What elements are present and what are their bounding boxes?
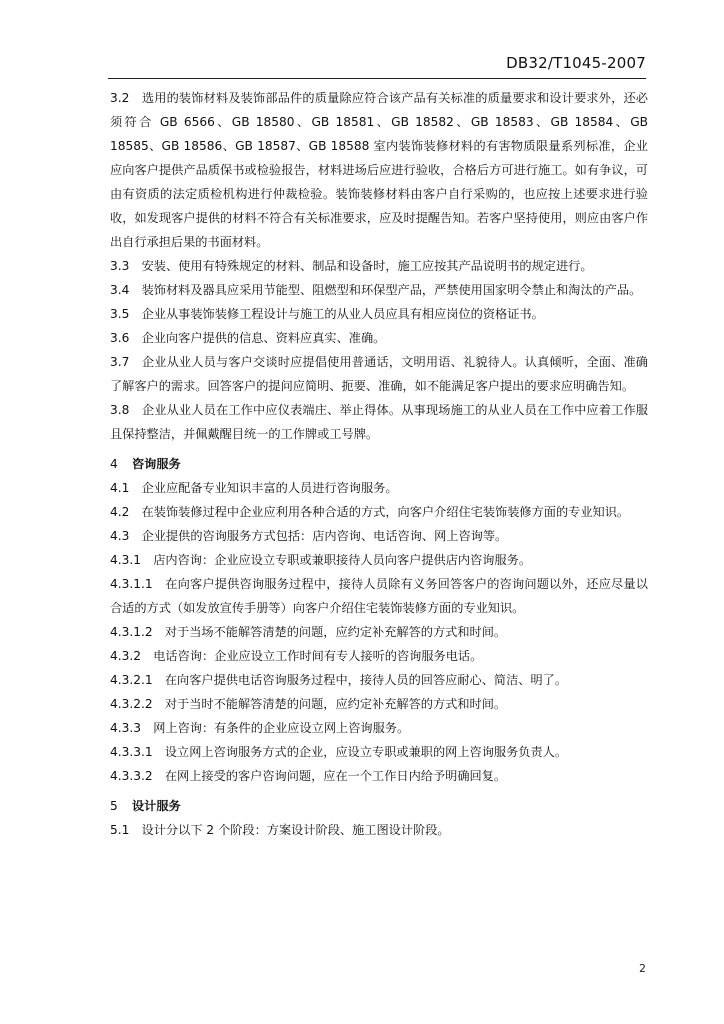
- clause-paragraph: 3.5 企业从事装饰装修工程设计与施工的从业人员应具有相应岗位的资格证书。: [110, 307, 544, 321]
- section-heading: [110, 452, 648, 476]
- page-number: 2: [639, 962, 646, 975]
- clause-paragraph: 4.3.1.1 在向客户提供咨询服务过程中，接待人员除有义务回答客户的咨询问题以外，还应尽量以合适的方式（如发放宣传手册等）向客户介绍住宅装饰装修方面的专业知识。: [110, 577, 648, 615]
- clause-paragraph: 4.3.2.1 在向客户提供电话咨询服务过程中，接待人员的回答应耐心、简洁、明了。: [110, 673, 568, 687]
- section-heading-title: 咨询服务: [132, 457, 181, 471]
- clause-paragraph: 4.3.1.2 对于当场不能解答清楚的问题，应约定补充解答的方式和时间。: [110, 625, 507, 639]
- document-body: [110, 86, 648, 842]
- clause-paragraph: 3.3 安装、使用有特殊规定的材料、制品和设备时，施工应按其产品说明书的规定进行。: [110, 259, 593, 273]
- header-rule: [108, 78, 646, 79]
- clause-paragraph: 4.1 企业应配备专业知识丰富的人员进行咨询服务。: [110, 481, 398, 495]
- clause-paragraph: 3.4 装饰材料及器具应采用节能型、阻燃型和环保型产品，严禁使用国家明令禁止和淘汰的产品。: [110, 283, 642, 297]
- clause-paragraph: 4.2 在装饰装修过程中企业应利用各种合适的方式，向客户介绍住宅装饰装修方面的专业知识。: [110, 505, 630, 519]
- clause-paragraph: 4.3.2.2 对于当时不能解答清楚的问题，应约定补充解答的方式和时间。: [110, 697, 507, 711]
- clause-paragraph: 4.3 企业提供的咨询服务方式包括：店内咨询、电话咨询、网上咨询等。: [110, 529, 508, 543]
- section-heading-number: 4: [110, 457, 118, 471]
- clause-paragraph: 3.7 企业从业人员与客户交谈时应提倡使用普通话，文明用语、礼貌待人。认真倾听，全面、准确了解客户的需求。回答客户的提问应简明、扼要、准确，如不能满足客户提出的要求应明确告知。: [110, 355, 648, 393]
- clause-paragraph: 3.2 选用的装饰材料及装饰部品件的质量除应符合该产品有关标准的质量要求和设计要求外，还必须符合 GB 6566、GB 18580、GB 18581、GB 18582、GB 18583、GB 18584、GB 18585、GB 18586、GB 18587、GB 18588 室内装饰装修材料的有害物质限量系列标准，企业应向客户提供产品质保书或检验报告，材料进场后应进行验收，合格后方可进行施工。如有争议，可由有资质的法定质检机构进行仲裁检验。装饰装修材料由客户自行采购的，也应按上述要求进行验收，如发现客户提供的材料不符合有关标准要求，应及时提醒告知。若客户坚持使用，则应由客户作出自行承担后果的书面材料。: [110, 91, 648, 249]
- section-heading-title: 设计服务: [132, 799, 181, 813]
- section-heading-number: 5: [110, 799, 118, 813]
- clause-paragraph: 5.1 设计分以下 2 个阶段：方案设计阶段、施工图设计阶段。: [110, 823, 450, 837]
- clause-paragraph: 4.3.1 店内咨询：企业应设立专职或兼职接待人员向客户提供店内咨询服务。: [110, 553, 532, 567]
- clause-paragraph: 4.3.3 网上咨询：有条件的企业应设立网上咨询服务。: [110, 721, 410, 735]
- standard-code: DB32/T1045-2007: [506, 54, 646, 72]
- clause-paragraph: 3.8 企业从业人员在工作中应仪表端庄、举止得体。从事现场施工的从业人员在工作中应着工作服且保持整洁，并佩戴醒目统一的工作牌或工号牌。: [110, 403, 648, 441]
- clause-paragraph: 4.3.3.1 设立网上咨询服务方式的企业，应设立专职或兼职的网上咨询服务负责人。: [110, 745, 568, 759]
- clause-paragraph: 4.3.3.2 在网上接受的客户咨询问题，应在一个工作日内给予明确回复。: [110, 769, 507, 783]
- clause-paragraph: 4.3.2 电话咨询：企业应设立工作时间有专人接听的咨询服务电话。: [110, 649, 483, 663]
- section-heading: [110, 794, 648, 818]
- clause-paragraph: 3.6 企业向客户提供的信息、资料应真实、准确。: [110, 331, 386, 345]
